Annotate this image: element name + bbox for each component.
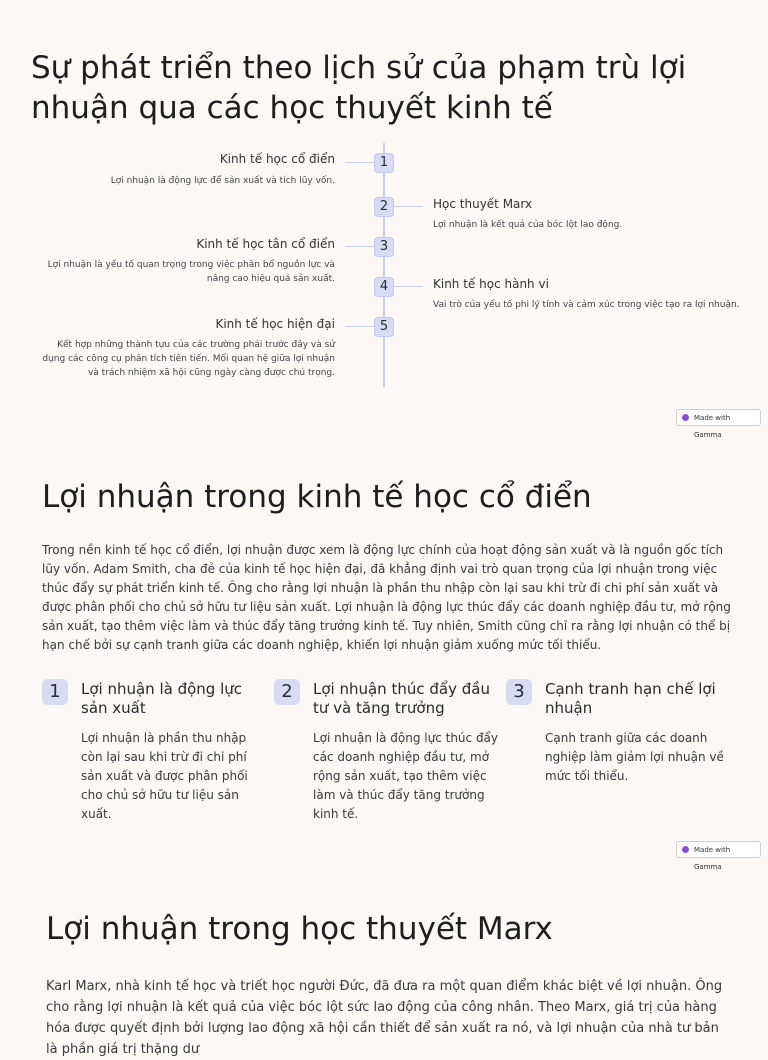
timeline-desc-5: Kết hợp những thành tựu của các trường phái trước đây và sử dụng các công cụ phân tích tiên tiến. Mối quan hệ giữa lợi nhuận và trách nhiệm xã hội cũng ngày càng được chú trọng. xyxy=(42,340,335,378)
timeline-title-1: Kinh tế học cổ điển xyxy=(219,152,335,166)
timeline-node-1: 1 xyxy=(374,153,394,173)
timeline-desc-1: Lợi nhuận là động lực để sản xuất và tích lũy vốn. xyxy=(110,176,335,186)
badge-label: Made with Gamma xyxy=(694,414,731,439)
card-text-1: Lợi nhuận là phần thu nhập còn lại sau khi trừ đi chi phí sản xuất và được phân phối cho chủ sở hữu tư liệu sản xuất. xyxy=(81,731,248,821)
card-text-2: Lợi nhuận là động lực thúc đẩy các doanh nghiệp đầu tư, mở rộng sản xuất, tạo thêm việc làm và thúc đẩy tăng trưởng kinh tế. xyxy=(313,731,499,821)
gamma-logo-icon xyxy=(682,414,689,421)
timeline-node-2: 2 xyxy=(374,197,394,217)
timeline-title-4: Kinh tế học hành vi xyxy=(433,277,549,291)
timeline-desc-3: Lợi nhuận là yếu tố quan trọng trong việc phân bổ nguồn lực và nâng cao hiệu quả sản xuất. xyxy=(47,260,335,284)
timeline-desc-4: Vai trò của yếu tố phi lý tính và cảm xúc trong việc tạo ra lợi nhuận. xyxy=(433,300,740,310)
timeline-connector xyxy=(345,162,374,163)
section-title: Lợi nhuận trong học thuyết Marx xyxy=(46,911,553,947)
timeline-connector xyxy=(394,286,423,287)
timeline-title-5: Kinh tế học hiện đại xyxy=(215,317,335,331)
card-title-3: Cạnh tranh hạn chế lợi nhuận xyxy=(545,680,716,717)
card-number-1: 1 xyxy=(42,679,68,705)
timeline-connector xyxy=(345,326,374,327)
card-number-2: 2 xyxy=(274,679,300,705)
timeline-connector xyxy=(394,206,423,207)
badge-label: Made with Gamma xyxy=(694,846,731,871)
card-title-2: Lợi nhuận thúc đẩy đầu tư và tăng trưởng xyxy=(313,680,490,717)
section-title: Lợi nhuận trong kinh tế học cổ điển xyxy=(42,479,592,515)
card-number-3: 3 xyxy=(506,679,532,705)
made-with-gamma-badge[interactable] xyxy=(676,841,761,871)
made-with-gamma-badge[interactable] xyxy=(676,409,761,439)
section-body: Karl Marx, nhà kinh tế học và triết học người Đức, đã đưa ra một quan điểm khác biệt về lợi nhuận. Ông cho rằng lợi nhuận là kết quả của việc bóc lột sức lao động của công nhân. Theo Marx, giá trị của hàng hóa được quyết định bởi lượng lao động xã hội cần thiết để sản xuất ra nó, và lợi nhuận của nhà tư bản là phần giá trị thặng dư xyxy=(46,979,723,1057)
timeline-line xyxy=(383,143,385,387)
section-body: Trong nền kinh tế học cổ điển, lợi nhuận được xem là động lực chính của hoạt động sản xuất và là nguồn gốc tích lũy vốn. Adam Smith, cha đẻ của kinh tế học hiện đại, đã khẳng định vai trò quan trọng của lợi nhuận trong việc thúc đẩy sự phát triển kinh tế. Ông cho rằng lợi nhuận là phần thu nhập còn lại sau khi trừ đi chi phí sản xuất và được phân phối cho chủ sở hữu tư liệu sản xuất. Lợi nhuận là động lực thúc đẩy các doanh nghiệp đầu tư, mở rộng sản xuất, tạo thêm việc làm và thúc đẩy tăng trưởng kinh tế. Tuy nhiên, Smith cũng chỉ ra rằng lợi nhuận có thể bị hạn chế bởi sự cạnh tranh giữa các doanh nghiệp, khiến lợi nhuận giảm xuống mức tối thiểu. xyxy=(42,543,731,652)
timeline-title-2: Học thuyết Marx xyxy=(433,197,533,211)
card-title-1: Lợi nhuận là động lực sản xuất xyxy=(81,680,243,717)
timeline-title-3: Kinh tế học tân cổ điển xyxy=(196,237,335,251)
timeline-connector xyxy=(345,246,374,247)
timeline-node-3: 3 xyxy=(374,237,394,257)
timeline-node-5: 5 xyxy=(374,317,394,337)
page-title: Sự phát triển theo lịch sử của phạm trù lợi nhuận qua các học thuyết kinh tế xyxy=(31,50,687,126)
gamma-logo-icon xyxy=(682,846,689,853)
card-text-3: Cạnh tranh giữa các doanh nghiệp làm giảm lợi nhuận về mức tối thiểu. xyxy=(545,731,724,783)
timeline-desc-2: Lợi nhuận là kết quả của bóc lột lao động. xyxy=(433,220,623,230)
timeline-node-4: 4 xyxy=(374,277,394,297)
